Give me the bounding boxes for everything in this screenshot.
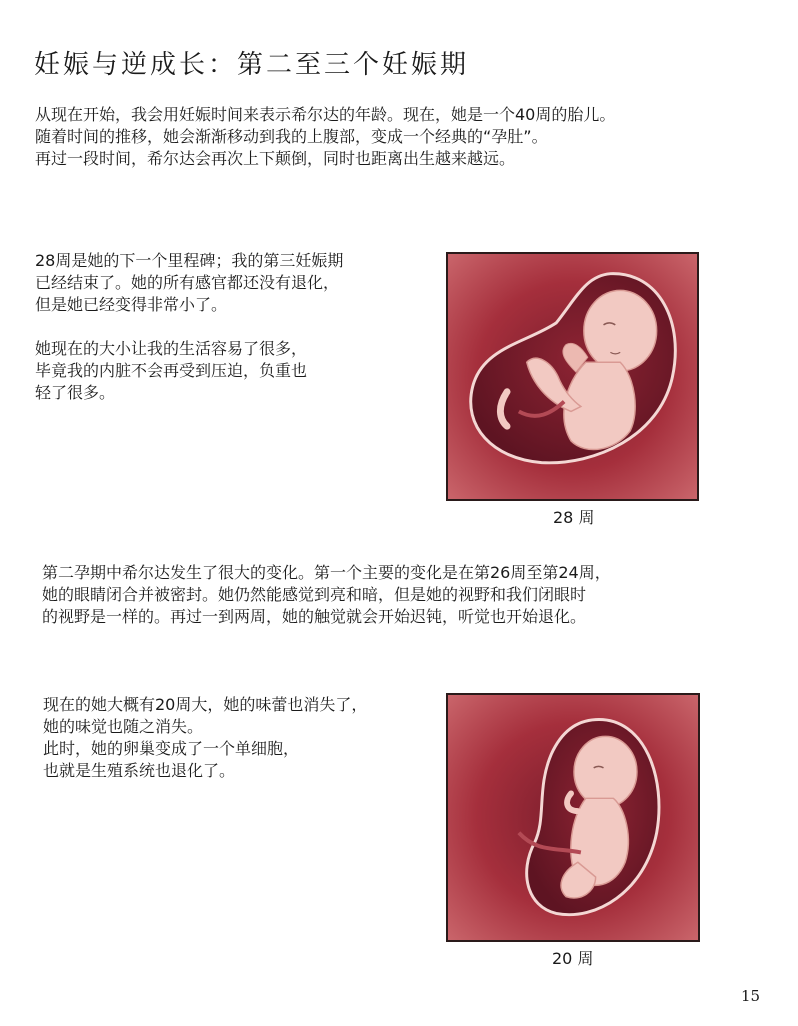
week-20-line: 现在的她大概有20周大，她的味蕾也消失了， [43,695,368,714]
week-20-line: 也就是生殖系统也退化了。 [43,761,236,780]
fetus-20-weeks-illustration [446,693,700,942]
week-28-line: 她现在的大小让我的生活容易了很多， [35,339,308,358]
second-trimester-paragraph [42,562,611,628]
week-20-line: 她的味觉也随之消失。 [43,717,204,736]
intro-line: 再过一段时间，希尔达会再次上下颠倒，同时也距离出生越来越远。 [35,149,516,168]
second-trimester-line: 的视野是一样的。再过一到两周，她的触觉就会开始迟钝，听觉也开始退化。 [42,607,587,626]
second-trimester-line: 她的眼睛闭合并被密封。她仍然能感觉到亮和暗，但是她的视野和我们闭眼时 [42,585,587,604]
second-trimester-line: 第二孕期中希尔达发生了很大的变化。第一个主要的变化是在第26周至第24周， [42,563,611,582]
week-20-paragraph [43,694,367,782]
week-28-line: 已经结束了。她的所有感官都还没有退化， [35,273,340,292]
page-title: 妊娠与逆成长：第二至三个妊娠期 [34,50,470,80]
week-20-caption: 20 周 [552,949,594,968]
week-28-line: 毕竟我的内脏不会再受到压迫，负重也 [35,361,308,380]
page-number: 15 [741,987,761,1005]
fetus-28-weeks-image [448,254,697,499]
week-28-caption: 28 周 [553,508,595,527]
week-28-line: 但是她已经变得非常小了。 [35,295,228,314]
fetus-20-weeks-image [448,695,698,940]
intro-line: 随着时间的推移，她会渐渐移动到我的上腹部，变成一个经典的“孕肚”。 [35,127,548,146]
intro-paragraph [35,104,615,170]
week-28-line: 28周是她的下一个里程碑；我的第三妊娠期 [35,251,344,270]
week-28-paragraph [35,250,343,404]
week-28-line: 轻了很多。 [35,383,116,402]
intro-line: 从现在开始，我会用妊娠时间来表示希尔达的年龄。现在，她是一个40周的胎儿。 [35,105,616,124]
fetus-28-weeks-illustration [446,252,699,501]
week-20-line: 此时，她的卵巢变成了一个单细胞， [43,739,300,758]
paragraph-gap [35,316,343,338]
